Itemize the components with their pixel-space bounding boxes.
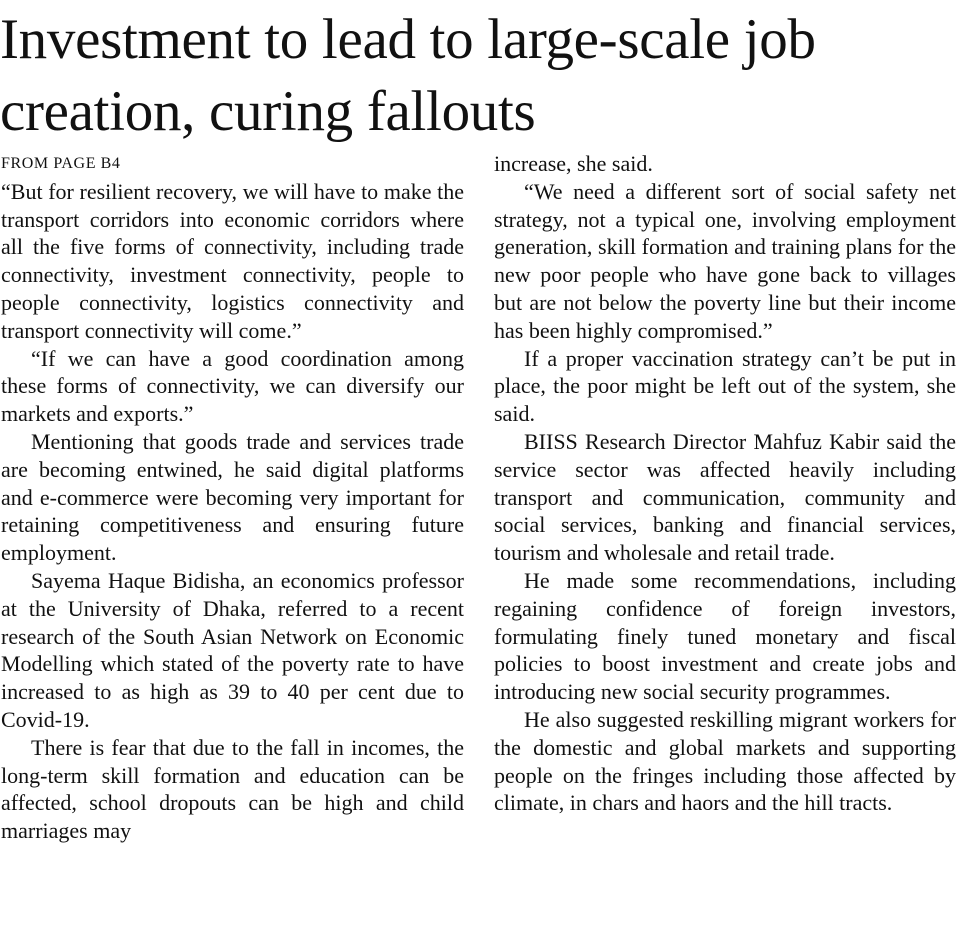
paragraph: “We need a different sort of social safety net strategy, not a typical one, involving employment generation, skill formation and training plans for the new poor people who have gone back to villages but are not below the poverty line but their income has been highly compromised.” [494,178,956,343]
article-headline: Investment to lead to large-scale job creation, curing fallouts [0,8,816,143]
paragraph: There is fear that due to the fall in incomes, the long-term skill formation and education can be affected, school dropouts can be high and child marriages may [1,734,464,844]
paragraph: He also suggested reskilling migrant workers for the domestic and global markets and supporting people on the fringes including those affected by climate, in chars and haors and the hill tracts. [494,706,956,816]
article-column-right [494,150,956,817]
paragraph: BIISS Research Director Mahfuz Kabir said the service sector was affected heavily including transport and communication, community and social services, banking and financial services, tourism and wholesale and retail trade. [494,428,956,566]
paragraph: “If we can have a good coordination among these forms of connectivity, we can diversify our markets and exports.” [1,345,464,427]
paragraph: He made some recommendations, including regaining confidence of foreign investors, formulating finely tuned monetary and fiscal policies to boost investment and create jobs and introducing new social security programmes. [494,567,956,705]
paragraph: “But for resilient recovery, we will have to make the transport corridors into economic corridors where all the five forms of connectivity, including trade connectivity, investment connectivity, people to people connectivity, logistics connectivity and transport connectivity will come.” [1,178,464,343]
paragraph: increase, she said. [494,151,653,176]
paragraph: Sayema Haque Bidisha, an economics professor at the University of Dhaka, referred to a recent research of the South Asian Network on Economic Modelling which stated of the poverty rate to have increased to as high as 39 to 40 per cent due to Covid-19. [1,567,464,732]
continuation-marker: FROM PAGE B4 [1,155,121,172]
paragraph: If a proper vaccination strategy can’t be put in place, the poor might be left out of the system, she said. [494,345,956,427]
paragraph: Mentioning that goods trade and services trade are becoming entwined, he said digital platforms and e-commerce were becoming very important for retaining competitiveness and ensuring future employment. [1,428,464,566]
article-column-left [1,150,464,845]
